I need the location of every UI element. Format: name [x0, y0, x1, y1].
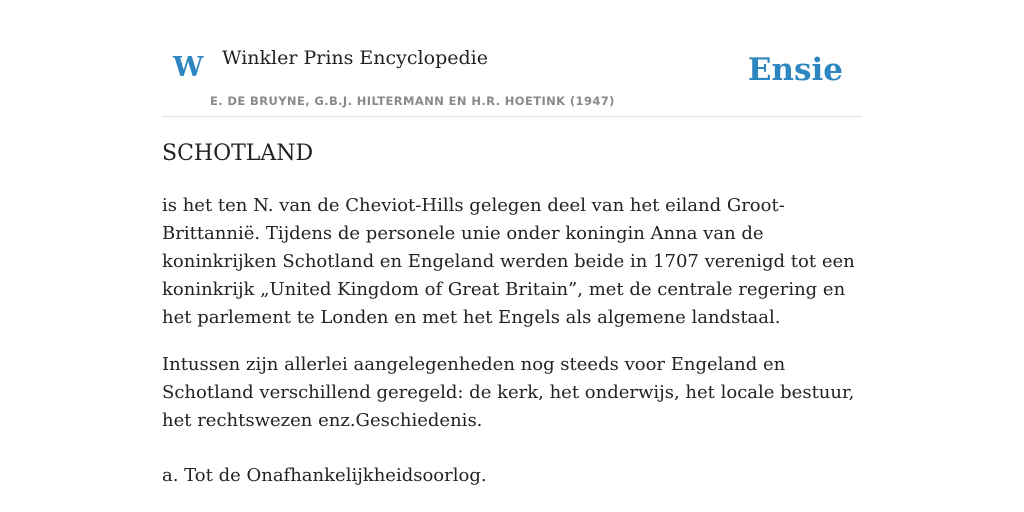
article-title: SCHOTLAND — [162, 141, 314, 166]
article — [162, 136, 862, 490]
source-authors: E. DE BRUYNE, G.B.J. HILTERMANN EN H.R. HOETINK (1947) — [210, 94, 615, 108]
winkler-prins-logo[interactable]: W — [173, 52, 204, 83]
article-paragraph-2: Intussen zijn allerlei aangelegenheden nog steeds voor Engeland en Schotland verschillend geregeld: de kerk, het onderwijs, het locale bestuur, het rechtswezen enz.Geschiedenis. — [162, 354, 855, 431]
article-paragraph-3: a. Tot de Onafhankelijkheidsoorlog. — [162, 465, 487, 486]
article-paragraph-1: is het ten N. van de Cheviot-Hills gelegen deel van het eiland Groot-Brittannië. Tijdens de personele unie onder koningin Anna van de koninkrijken Schotland en Engeland werden beide in 1707 verenigd tot een koninkrijk „United Kingdom of Great Britain”, met de centrale regering en het parlement te Londen en met het Engels als algemene landstaal. — [162, 195, 855, 328]
source-header — [162, 0, 862, 117]
ensie-brand-link[interactable]: Ensie — [747, 52, 843, 88]
source-title[interactable]: Winkler Prins Encyclopedie — [222, 47, 488, 69]
